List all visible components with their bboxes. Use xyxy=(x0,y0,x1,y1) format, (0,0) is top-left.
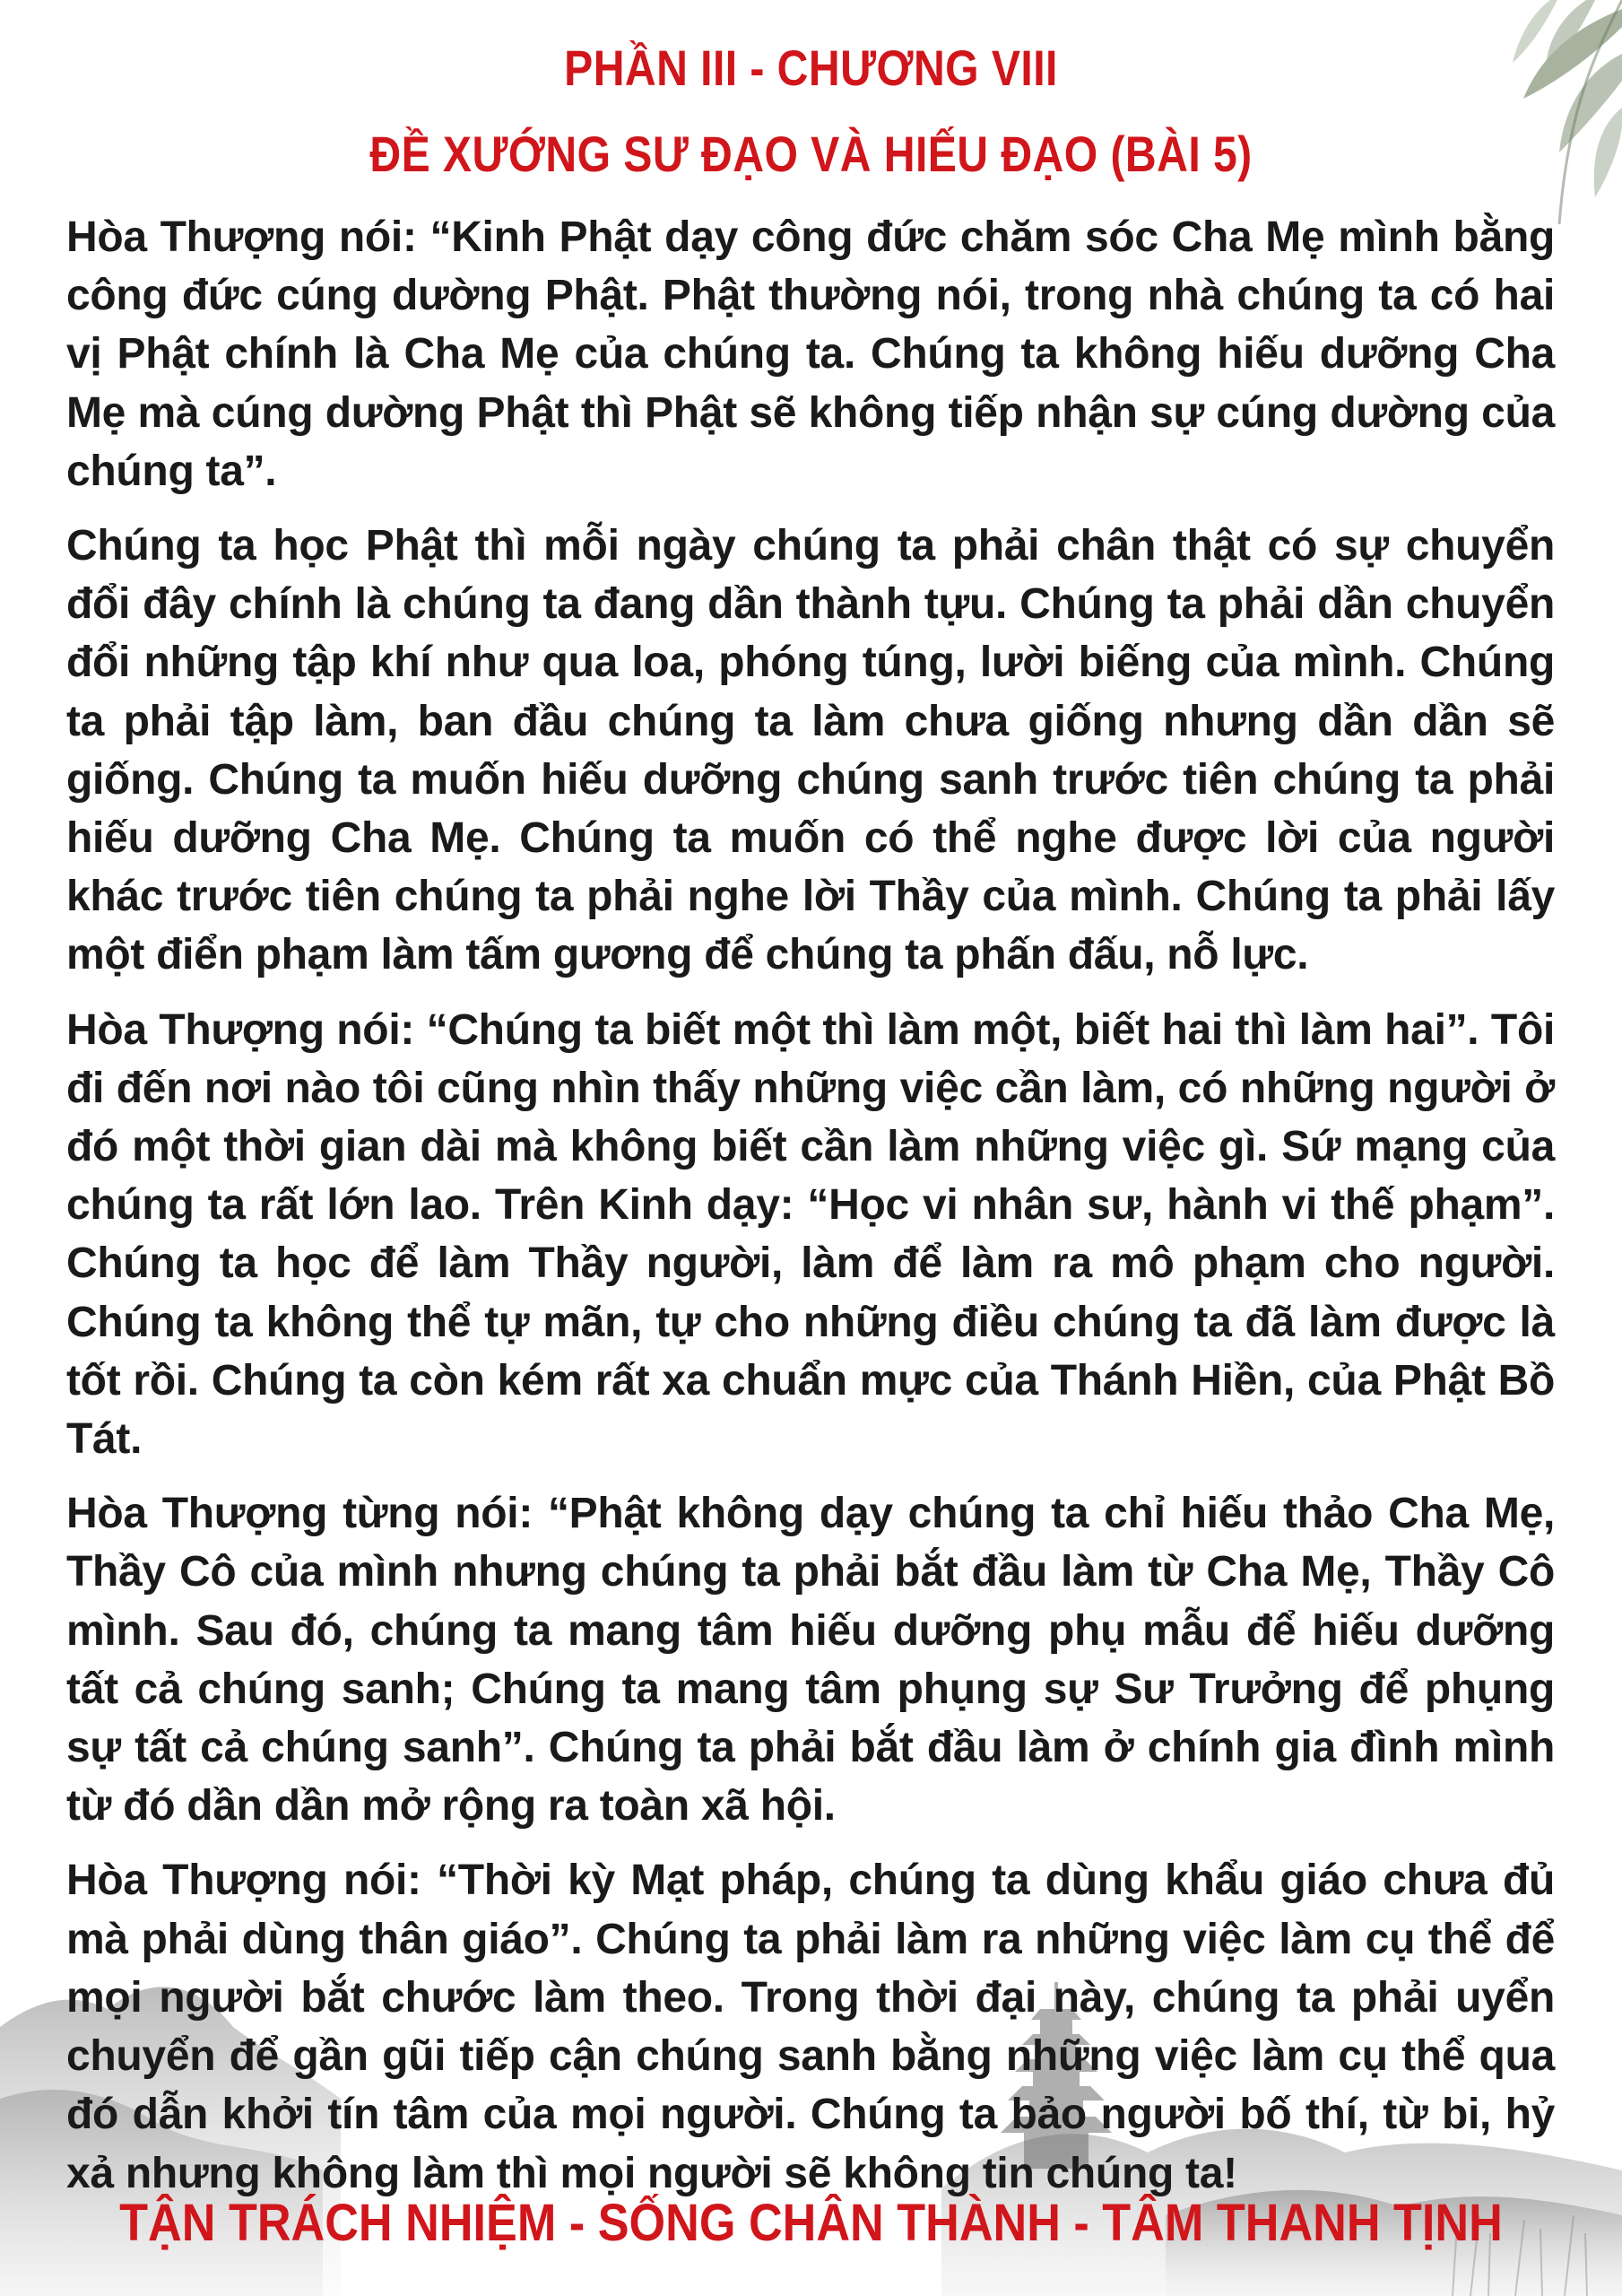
footer-slogan: TẬN TRÁCH NHIỆM - SỐNG CHÂN THÀNH - TÂM THANH TỊNH xyxy=(119,2194,1503,2252)
paragraph-5: Hòa Thượng nói: “Thời kỳ Mạt pháp, chúng ta dùng khẩu giáo chưa đủ mà phải dùng thân giáo”. Chúng ta phải làm ra những việc làm cụ thể để mọi người bắt chước làm theo. Trong thời đại này, chúng ta phải uyển chuyển để gần gũi tiếp cận chúng sanh bằng những việc làm cụ thể qua đó dẫn khởi tín tâm của mọi người. Chúng ta bảo người bố thí, từ bi, hỷ xả nhưng không làm thì mọi người sẽ không tin chúng ta! xyxy=(66,1857,1555,2197)
paragraph-1: Hòa Thượng nói: “Kinh Phật dạy công đức chăm sóc Cha Mẹ mình bằng công đức cúng dường Phật. Phật thường nói, trong nhà chúng ta có hai vị Phật chính là Cha Mẹ của chúng ta. Chúng ta không hiếu dưỡng Cha Mẹ mà cúng dường Phật thì Phật sẽ không tiếp nhận sự cúng dường của chúng ta”. xyxy=(66,213,1555,495)
body-text xyxy=(66,208,1555,2219)
paragraph-4: Hòa Thượng từng nói: “Phật không dạy chúng ta chỉ hiếu thảo Cha Mẹ, Thầy Cô của mình nhưng chúng ta phải bắt đầu làm từ Cha Mẹ, Thầy Cô mình. Sau đó, chúng ta mang tâm hiếu dưỡng phụ mẫu để hiếu dưỡng tất cả chúng sanh; Chúng ta mang tâm phụng sự Sư Trưởng để phụng sự tất cả chúng sanh”. Chúng ta phải bắt đầu làm ở chính gia đình mình từ đó dần dần mở rộng ra toàn xã hội. xyxy=(66,1490,1555,1831)
paragraph-2: Chúng ta học Phật thì mỗi ngày chúng ta phải chân thật có sự chuyển đổi đây chính là chúng ta đang dần thành tựu. Chúng ta phải dần chuyển đổi những tập khí như qua loa, phóng túng, lười biếng của mình. Chúng ta phải tập làm, ban đầu chúng ta làm chưa giống nhưng dần dần sẽ giống. Chúng ta muốn hiếu dưỡng chúng sanh trước tiên chúng ta phải hiếu dưỡng Cha Mẹ. Chúng ta muốn có thể nghe được lời của người khác trước tiên chúng ta phải nghe lời Thầy của mình. Chúng ta phải lấy một điển phạm làm tấm gương để chúng ta phấn đấu, nỗ lực. xyxy=(66,522,1555,979)
lesson-title: ĐỀ XƯỚNG SƯ ĐẠO VÀ HIẾU ĐẠO (BÀI 5) xyxy=(369,126,1253,182)
paragraph-3: Hòa Thượng nói: “Chúng ta biết một thì làm một, biết hai thì làm hai”. Tôi đi đến nơi nào tôi cũng nhìn thấy những việc cần làm, có những người ở đó một thời gian dài mà không biết cần làm những việc gì. Sứ mạng của chúng ta rất lớn lao. Trên Kinh dạy: “Học vi nhân sư, hành vi thế phạm”. Chúng ta học để làm Thầy người, làm để làm ra mô phạm cho người. Chúng ta không thể tự mãn, tự cho những điều chúng ta đã làm được là tốt rồi. Chúng ta còn kém rất xa chuẩn mực của Thánh Hiền, của Phật Bồ Tát. xyxy=(66,1005,1555,1464)
chapter-title: PHẦN III - CHƯƠNG VIII xyxy=(564,39,1058,96)
bamboo-leaves-decoration xyxy=(1353,0,1622,233)
